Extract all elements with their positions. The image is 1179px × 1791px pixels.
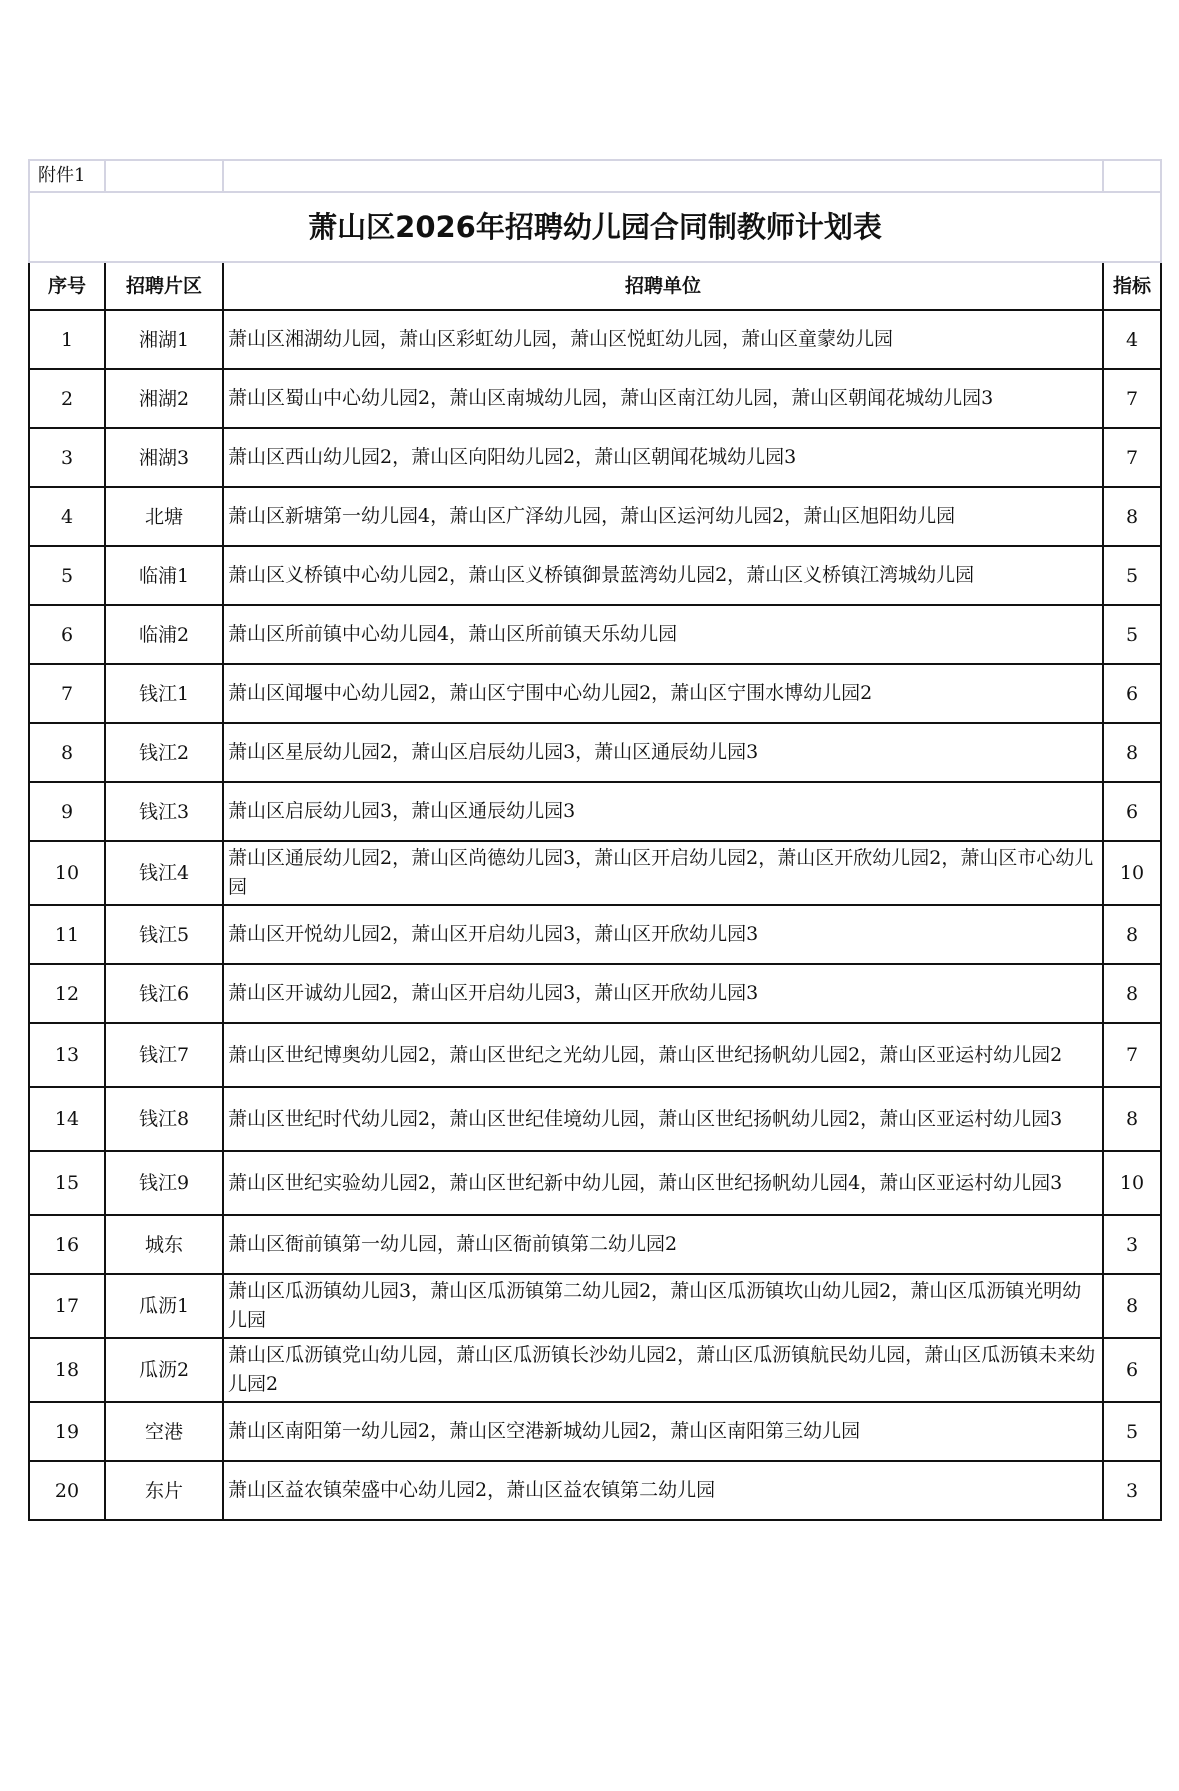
cell-quota: 7: [1103, 1023, 1161, 1087]
cell-no: 8: [29, 723, 105, 782]
attachment-row: [29, 160, 1161, 192]
cell-area: 钱江2: [105, 723, 223, 782]
cell-area: 东片: [105, 1461, 223, 1520]
title-row: [29, 192, 1161, 262]
cell-area: 湘湖1: [105, 310, 223, 369]
cell-area: 钱江4: [105, 841, 223, 905]
cell-area: 城东: [105, 1215, 223, 1274]
cell-area: 临浦1: [105, 546, 223, 605]
table-row: [29, 964, 1161, 1023]
cell-area: 钱江5: [105, 905, 223, 964]
cell-quota: 6: [1103, 664, 1161, 723]
cell-quota: 8: [1103, 964, 1161, 1023]
cell-units: 萧山区开诚幼儿园2，萧山区开启幼儿园3，萧山区开欣幼儿园3: [223, 964, 1103, 1023]
cell-area: 瓜沥1: [105, 1274, 223, 1338]
cell-no: 5: [29, 546, 105, 605]
table-row: [29, 841, 1161, 905]
cell-quota: 5: [1103, 1402, 1161, 1461]
table-row: [29, 1023, 1161, 1087]
cell-area: 临浦2: [105, 605, 223, 664]
table-row: [29, 605, 1161, 664]
cell-area: 钱江9: [105, 1151, 223, 1215]
header-units: 招聘单位: [223, 262, 1103, 310]
table-row: [29, 782, 1161, 841]
cell-units: 萧山区世纪时代幼儿园2，萧山区世纪佳境幼儿园，萧山区世纪扬帆幼儿园2，萧山区亚运村幼儿园3: [223, 1087, 1103, 1151]
cell-units: 萧山区西山幼儿园2，萧山区向阳幼儿园2，萧山区朝闻花城幼儿园3: [223, 428, 1103, 487]
cell-quota: 7: [1103, 369, 1161, 428]
cell-units: 萧山区通辰幼儿园2，萧山区尚德幼儿园3，萧山区开启幼儿园2，萧山区开欣幼儿园2，萧山区市心幼儿园: [223, 841, 1103, 905]
cell-no: 10: [29, 841, 105, 905]
cell-units: 萧山区蜀山中心幼儿园2，萧山区南城幼儿园，萧山区南江幼儿园，萧山区朝闻花城幼儿园3: [223, 369, 1103, 428]
cell-area: 空港: [105, 1402, 223, 1461]
table-row: [29, 1151, 1161, 1215]
cell-quota: 8: [1103, 905, 1161, 964]
cell-quota: 3: [1103, 1461, 1161, 1520]
table-row: [29, 487, 1161, 546]
cell-quota: 4: [1103, 310, 1161, 369]
cell-no: 19: [29, 1402, 105, 1461]
header-no: 序号: [29, 262, 105, 310]
cell-quota: 8: [1103, 723, 1161, 782]
cell-quota: 7: [1103, 428, 1161, 487]
cell-quota: 8: [1103, 1087, 1161, 1151]
cell-units: 萧山区湘湖幼儿园，萧山区彩虹幼儿园，萧山区悦虹幼儿园，萧山区童蒙幼儿园: [223, 310, 1103, 369]
table-row: [29, 1461, 1161, 1520]
cell-quota: 5: [1103, 605, 1161, 664]
cell-units: 萧山区义桥镇中心幼儿园2，萧山区义桥镇御景蓝湾幼儿园2，萧山区义桥镇江湾城幼儿园: [223, 546, 1103, 605]
cell-units: 萧山区瓜沥镇幼儿园3，萧山区瓜沥镇第二幼儿园2，萧山区瓜沥镇坎山幼儿园2，萧山区瓜沥镇光明幼儿园: [223, 1274, 1103, 1338]
cell-no: 17: [29, 1274, 105, 1338]
cell-no: 18: [29, 1338, 105, 1402]
table-row: [29, 1274, 1161, 1338]
cell-units: 萧山区启辰幼儿园3，萧山区通辰幼儿园3: [223, 782, 1103, 841]
cell-no: 7: [29, 664, 105, 723]
header-quota: 指标: [1103, 262, 1161, 310]
page-title: 萧山区2026年招聘幼儿园合同制教师计划表: [29, 192, 1161, 262]
cell-area: 钱江6: [105, 964, 223, 1023]
table-row: [29, 1338, 1161, 1402]
cell-quota: 5: [1103, 546, 1161, 605]
table-row: [29, 905, 1161, 964]
cell-area: 湘湖2: [105, 369, 223, 428]
table-row: [29, 1087, 1161, 1151]
table-row: [29, 664, 1161, 723]
table-row: [29, 1215, 1161, 1274]
cell-units: 萧山区瓜沥镇党山幼儿园，萧山区瓜沥镇长沙幼儿园2，萧山区瓜沥镇航民幼儿园，萧山区瓜沥镇未来幼儿园2: [223, 1338, 1103, 1402]
cell-area: 钱江8: [105, 1087, 223, 1151]
cell-no: 3: [29, 428, 105, 487]
cell-quota: 3: [1103, 1215, 1161, 1274]
cell-units: 萧山区星辰幼儿园2，萧山区启辰幼儿园3，萧山区通辰幼儿园3: [223, 723, 1103, 782]
cell-units: 萧山区开悦幼儿园2，萧山区开启幼儿园3，萧山区开欣幼儿园3: [223, 905, 1103, 964]
recruitment-plan-table: [28, 159, 1162, 1521]
cell-units: 萧山区衙前镇第一幼儿园，萧山区衙前镇第二幼儿园2: [223, 1215, 1103, 1274]
cell-units: 萧山区益农镇荣盛中心幼儿园2，萧山区益农镇第二幼儿园: [223, 1461, 1103, 1520]
cell-no: 13: [29, 1023, 105, 1087]
table-row: [29, 723, 1161, 782]
cell-units: 萧山区世纪博奥幼儿园2，萧山区世纪之光幼儿园，萧山区世纪扬帆幼儿园2，萧山区亚运村幼儿园2: [223, 1023, 1103, 1087]
cell-no: 1: [29, 310, 105, 369]
cell-no: 2: [29, 369, 105, 428]
cell-area: 钱江7: [105, 1023, 223, 1087]
cell-area: 北塘: [105, 487, 223, 546]
cell-no: 9: [29, 782, 105, 841]
cell-units: 萧山区南阳第一幼儿园2，萧山区空港新城幼儿园2，萧山区南阳第三幼儿园: [223, 1402, 1103, 1461]
cell-no: 11: [29, 905, 105, 964]
cell-no: 4: [29, 487, 105, 546]
header-row: [29, 262, 1161, 310]
cell-no: 14: [29, 1087, 105, 1151]
table-row: [29, 428, 1161, 487]
cell-area: 湘湖3: [105, 428, 223, 487]
cell-quota: 8: [1103, 1274, 1161, 1338]
attachment-label: 附件1: [29, 160, 105, 192]
cell-quota: 8: [1103, 487, 1161, 546]
cell-quota: 10: [1103, 1151, 1161, 1215]
table-row: [29, 369, 1161, 428]
cell-no: 6: [29, 605, 105, 664]
cell-units: 萧山区所前镇中心幼儿园4，萧山区所前镇天乐幼儿园: [223, 605, 1103, 664]
cell-area: 瓜沥2: [105, 1338, 223, 1402]
table-row: [29, 546, 1161, 605]
cell-units: 萧山区闻堰中心幼儿园2，萧山区宁围中心幼儿园2，萧山区宁围水博幼儿园2: [223, 664, 1103, 723]
cell-no: 16: [29, 1215, 105, 1274]
cell-area: 钱江1: [105, 664, 223, 723]
cell-no: 12: [29, 964, 105, 1023]
table-row: [29, 310, 1161, 369]
cell-quota: 10: [1103, 841, 1161, 905]
cell-no: 15: [29, 1151, 105, 1215]
cell-no: 20: [29, 1461, 105, 1520]
cell-units: 萧山区世纪实验幼儿园2，萧山区世纪新中幼儿园，萧山区世纪扬帆幼儿园4，萧山区亚运村幼儿园3: [223, 1151, 1103, 1215]
cell-quota: 6: [1103, 1338, 1161, 1402]
cell-units: 萧山区新塘第一幼儿园4，萧山区广泽幼儿园，萧山区运河幼儿园2，萧山区旭阳幼儿园: [223, 487, 1103, 546]
table-row: [29, 1402, 1161, 1461]
cell-area: 钱江3: [105, 782, 223, 841]
cell-quota: 6: [1103, 782, 1161, 841]
header-area: 招聘片区: [105, 262, 223, 310]
